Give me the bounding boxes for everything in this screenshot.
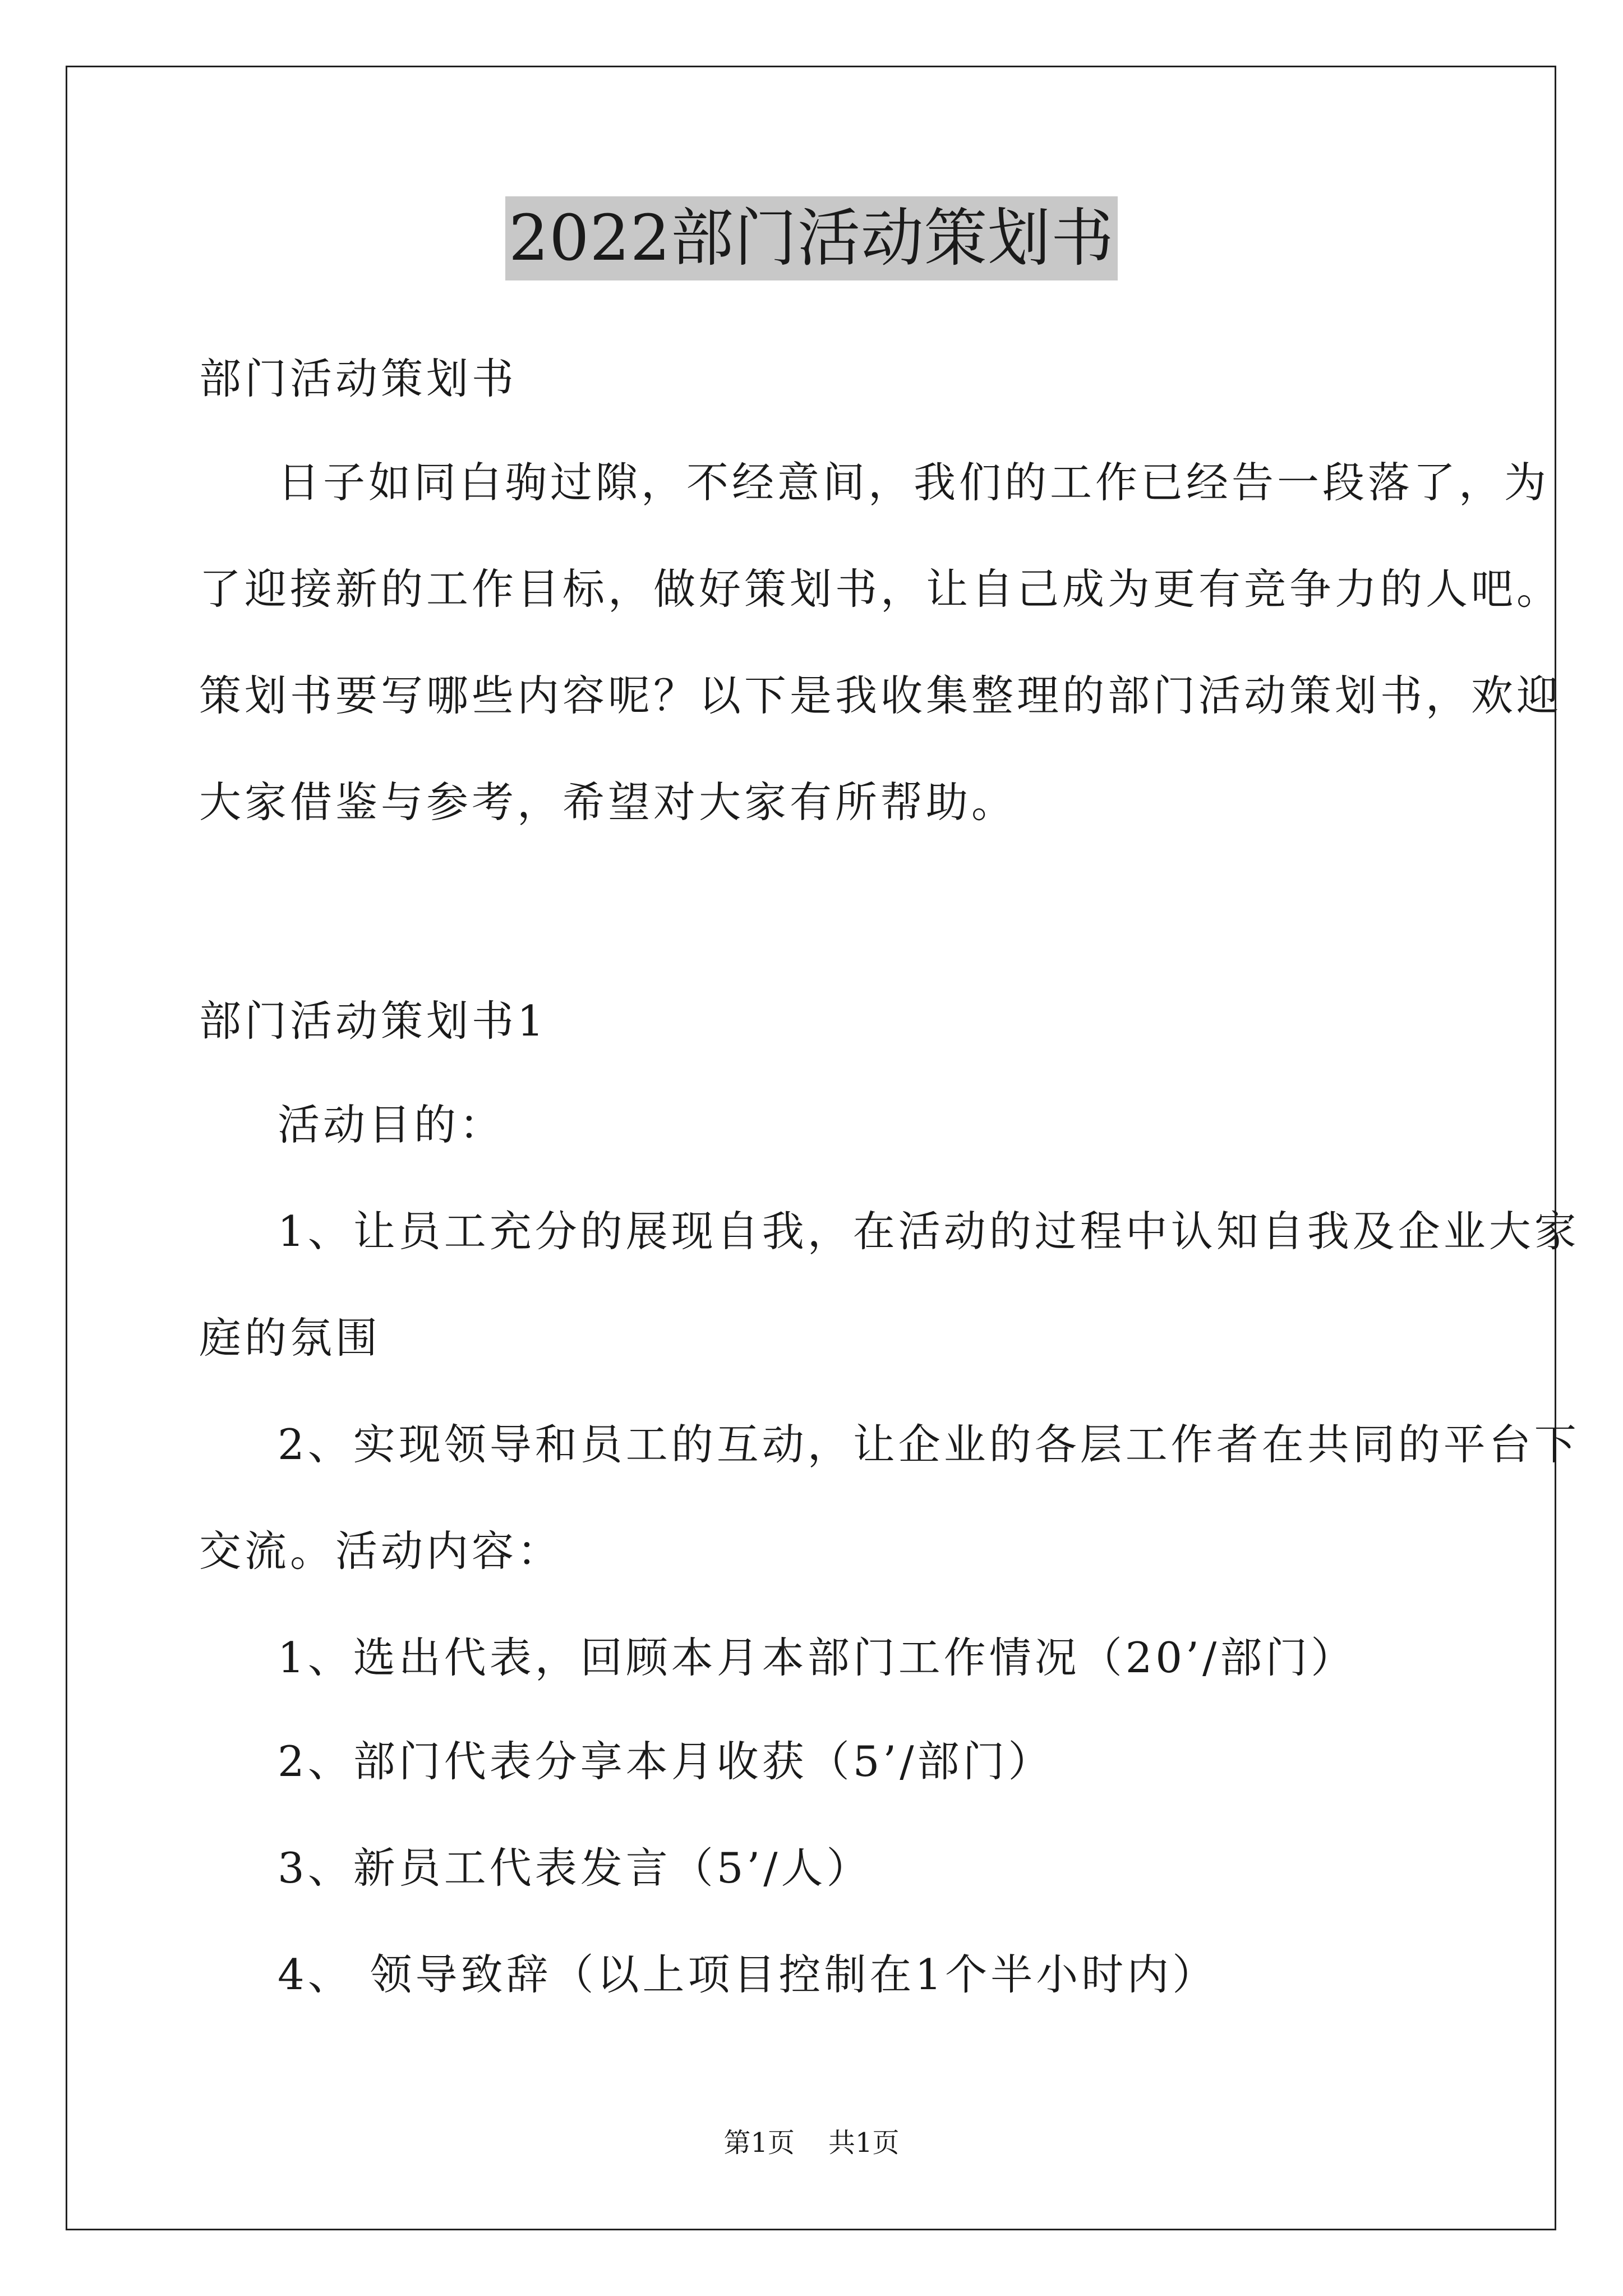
purpose-item-continued: 庭的氛围 [199, 1313, 381, 1363]
document-title: 2022部门活动策划书 [505, 196, 1118, 280]
page-number: 第1页 [723, 2127, 795, 2159]
title-container [0, 196, 1623, 280]
content-item: 2、部门代表分享本月收获（5’/部门） [278, 1737, 1054, 1786]
page-total: 共1页 [828, 2127, 900, 2159]
purpose-heading: 活动目的： [278, 1100, 505, 1149]
intro-line: 大家借鉴与参考，希望对大家有所帮助。 [199, 777, 1017, 827]
content-item: 3、新员工代表发言（5’/人） [278, 1843, 872, 1893]
content-item: 4、 领导致辞（以上项目控制在1个半小时内） [278, 1950, 1218, 1999]
section-title: 部门活动策划书1 [199, 996, 547, 1046]
intro-line: 日子如同白驹过隙，不经意间，我们的工作已经告一段落了，为 [278, 458, 1550, 507]
intro-line: 了迎接新的工作目标，做好策划书，让自己成为更有竞争力的人吧。 [199, 564, 1562, 614]
document-subtitle: 部门活动策划书 [199, 354, 518, 403]
purpose-item: 2、实现领导和员工的互动，让企业的各层工作者在共同的平台下 [278, 1420, 1580, 1469]
intro-line: 策划书要写哪些内容呢？以下是我收集整理的部门活动策划书，欢迎 [199, 671, 1562, 720]
purpose-item-continued: 交流。活动内容： [199, 1526, 563, 1576]
content-item: 1、选出代表，回顾本月本部门工作情况（20’/部门） [278, 1633, 1357, 1682]
page-footer [0, 2126, 1623, 2160]
purpose-item: 1、让员工充分的展现自我，在活动的过程中认知自我及企业大家 [278, 1207, 1580, 1256]
